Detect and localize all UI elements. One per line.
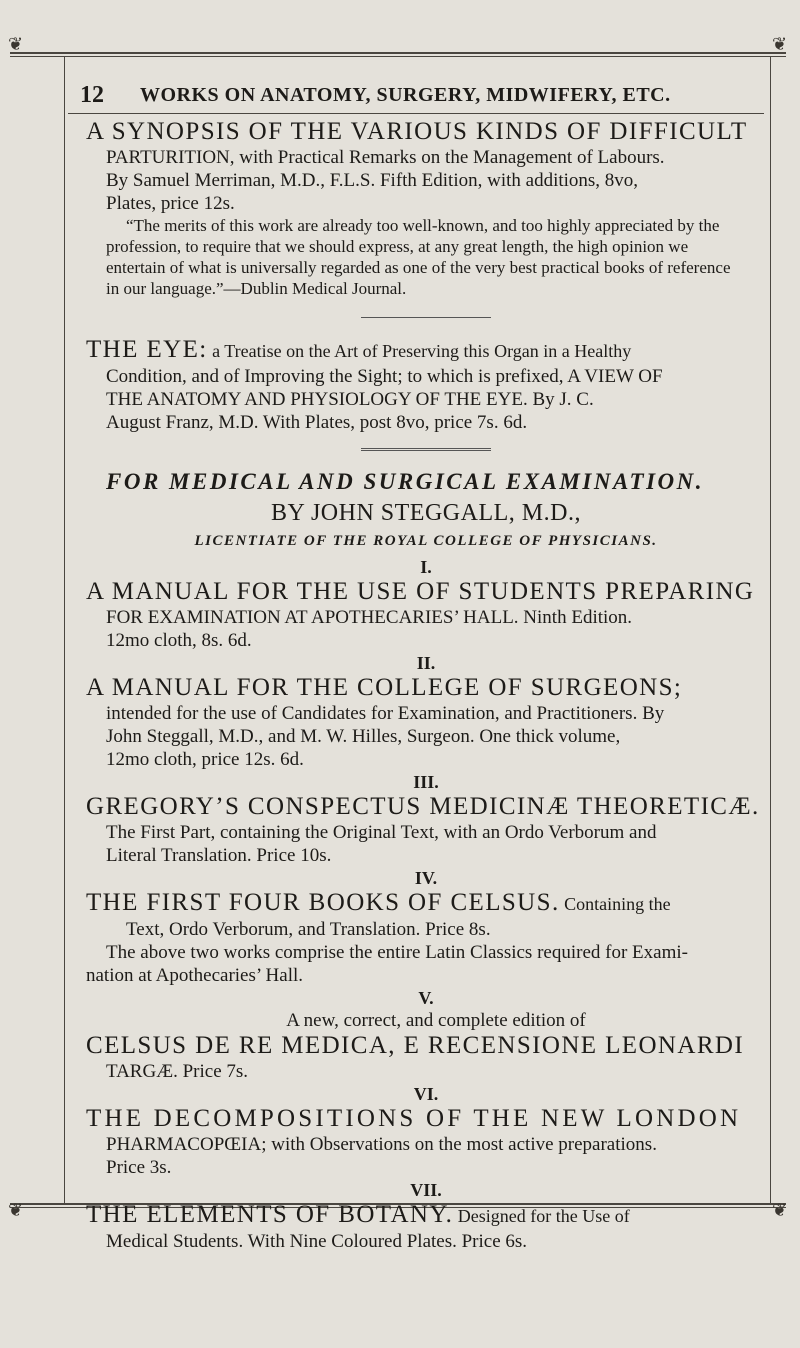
item-text: TARGÆ. Price 7s.: [106, 1061, 249, 1082]
double-divider: [361, 448, 491, 451]
item-number: VII.: [410, 1180, 442, 1200]
corner-ornament-icon: ❦: [772, 1200, 788, 1220]
item-text: Literal Translation. Price 10s.: [106, 845, 332, 866]
item-title-main: THE FIRST FOUR BOOKS OF CELSUS.: [86, 889, 560, 916]
item-text: The First Part, containing the Original Text, with an Ordo Verborum and: [106, 822, 657, 843]
entry-the-eye: [86, 336, 766, 434]
item-title: [86, 1201, 766, 1230]
entry-difficult-parturition: [86, 118, 766, 299]
corner-ornament-icon: ❦: [772, 34, 788, 54]
item-text: nation at Apothecaries’ Hall.: [86, 965, 304, 986]
entry-title: [86, 336, 766, 365]
item-text: Price 3s.: [106, 1157, 172, 1178]
top-border-rule: [10, 52, 786, 54]
item-text: PHARMACOPŒIA; with Observations on the most active preparations.: [106, 1134, 657, 1155]
item-title: [86, 889, 766, 918]
item-text: 12mo cloth, 8s. 6d.: [106, 630, 252, 651]
item-intro: A new, correct, and complete edition of: [286, 1010, 586, 1031]
item-number: III.: [413, 772, 439, 792]
item-text: FOR EXAMINATION AT APOTHECARIES’ HALL. Ninth Edition.: [106, 607, 633, 628]
item-number: IV.: [414, 868, 438, 888]
right-border-rule: [770, 56, 771, 1204]
entry-text: THE ANATOMY AND PHYSIOLOGY OF THE EYE. By J. C.: [106, 389, 594, 410]
divider: [361, 317, 491, 318]
review-quote: “The merits of this work are already too well-known, and too highly appreciated by the: [126, 216, 720, 235]
running-title: WORKS ON ANATOMY, SURGERY, MIDWIFERY, ETC.: [140, 83, 671, 106]
item-title: CELSUS DE RE MEDICA, E RECENSIONE LEONARDI: [86, 1032, 745, 1059]
item-text: The above two works comprise the entire Latin Classics required for Exami-: [106, 942, 688, 963]
entry-title-rest: a Treatise on the Art of Preserving this Organ in a Healthy: [207, 341, 632, 361]
item-text: 12mo cloth, price 12s. 6d.: [106, 749, 304, 770]
author-byline: BY JOHN STEGGALL, M.D.,: [271, 500, 581, 526]
item-number: VI.: [413, 1084, 439, 1104]
item-title: THE DECOMPOSITIONS OF THE NEW LONDON: [86, 1105, 742, 1132]
top-border-rule-thin: [10, 56, 786, 57]
item-number: I.: [420, 557, 432, 577]
page-number: 12: [80, 81, 104, 108]
author-credentials: LICENTIATE OF THE ROYAL COLLEGE OF PHYSICIANS.: [194, 533, 658, 549]
item-text: intended for the use of Candidates for Examination, and Practitioners. By: [106, 703, 665, 724]
page-content: [86, 118, 766, 1253]
item-title-main: THE ELEMENTS OF BOTANY.: [86, 1201, 454, 1228]
item-title-rest: Containing the: [559, 894, 671, 914]
section-heading: FOR MEDICAL AND SURGICAL EXAMINATION.: [106, 469, 704, 494]
header-rule: [68, 113, 764, 114]
item-number: V.: [418, 988, 434, 1008]
entry-title-main: THE EYE:: [86, 336, 208, 363]
entry-text: PARTURITION, with Practical Remarks on the Management of Labours.: [106, 147, 665, 168]
item-text: Text, Ordo Verborum, and Translation. Price 8s.: [126, 919, 491, 940]
running-header: [80, 80, 760, 110]
review-quote: profession, to require that we should express, at any great length, the high opinion we: [106, 237, 689, 256]
entry-text: By Samuel Merriman, M.D., F.L.S. Fifth Edition, with additions, 8vo,: [106, 170, 639, 191]
item-title: A MANUAL FOR THE USE OF STUDENTS PREPARING: [86, 578, 755, 605]
entry-title: A SYNOPSIS OF THE VARIOUS KINDS OF DIFFICULT: [86, 118, 748, 145]
item-title: A MANUAL FOR THE COLLEGE OF SURGEONS;: [86, 674, 683, 701]
left-border-rule: [64, 56, 65, 1204]
item-number: II.: [416, 653, 436, 673]
item-text: John Steggall, M.D., and M. W. Hilles, Surgeon. One thick volume,: [106, 726, 621, 747]
item-title: GREGORY’S CONSPECTUS MEDICINÆ THEORETICÆ.: [86, 793, 760, 820]
item-title-rest: Designed for the Use of: [453, 1206, 630, 1226]
item-text: Medical Students. With Nine Coloured Plates. Price 6s.: [106, 1231, 528, 1252]
entry-text: Plates, price 12s.: [106, 193, 235, 214]
review-quote: in our language.”—Dublin Medical Journal.: [106, 279, 407, 298]
corner-ornament-icon: ❦: [8, 34, 24, 54]
review-quote: entertain of what is universally regarded as one of the very best practical books of reference: [106, 258, 731, 277]
entry-text: August Franz, M.D. With Plates, post 8vo, price 7s. 6d.: [106, 412, 528, 433]
entry-text: Condition, and of Improving the Sight; to which is prefixed, A VIEW OF: [106, 366, 663, 387]
corner-ornament-icon: ❦: [8, 1200, 24, 1220]
